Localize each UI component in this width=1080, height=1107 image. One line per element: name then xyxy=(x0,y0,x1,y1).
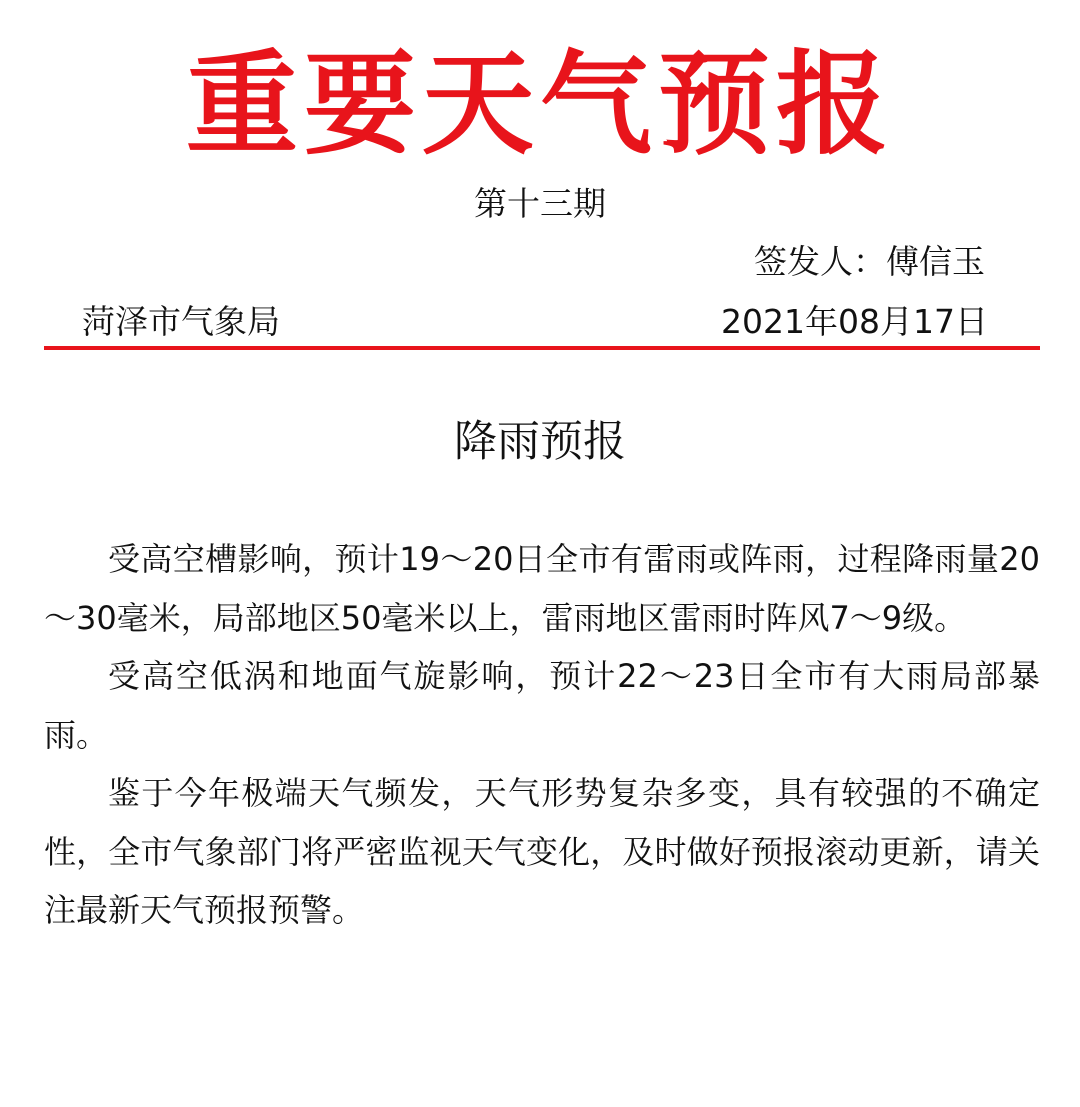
red-divider xyxy=(44,346,1040,350)
article-title: 降雨预报 xyxy=(454,417,626,467)
article-body xyxy=(44,530,1040,940)
paragraph-3: 鉴于今年极端天气频发，天气形势复杂多变，具有较强的不确定性，全市气象部门将严密监视天气变化，及时做好预报滚动更新，请关注最新天气预报预警。 xyxy=(44,774,1040,929)
signer-line: 签发人：傅信玉 xyxy=(754,242,985,281)
issue-number: 第十三期 xyxy=(474,184,606,223)
bulletin-masthead: 重要天气预报 xyxy=(186,40,894,170)
paragraph-1: 受高空槽影响，预计19～20日全市有雷雨或阵雨，过程降雨量20～30毫米，局部地区50毫米以上，雷雨地区雷雨时阵风7～9级。 xyxy=(44,540,1040,637)
issue-date: 2021年08月17日 xyxy=(721,302,988,341)
paragraph-2: 受高空低涡和地面气旋影响，预计22～23日全市有大雨局部暴雨。 xyxy=(44,657,1040,754)
issuing-agency: 菏泽市气象局 xyxy=(82,302,280,341)
